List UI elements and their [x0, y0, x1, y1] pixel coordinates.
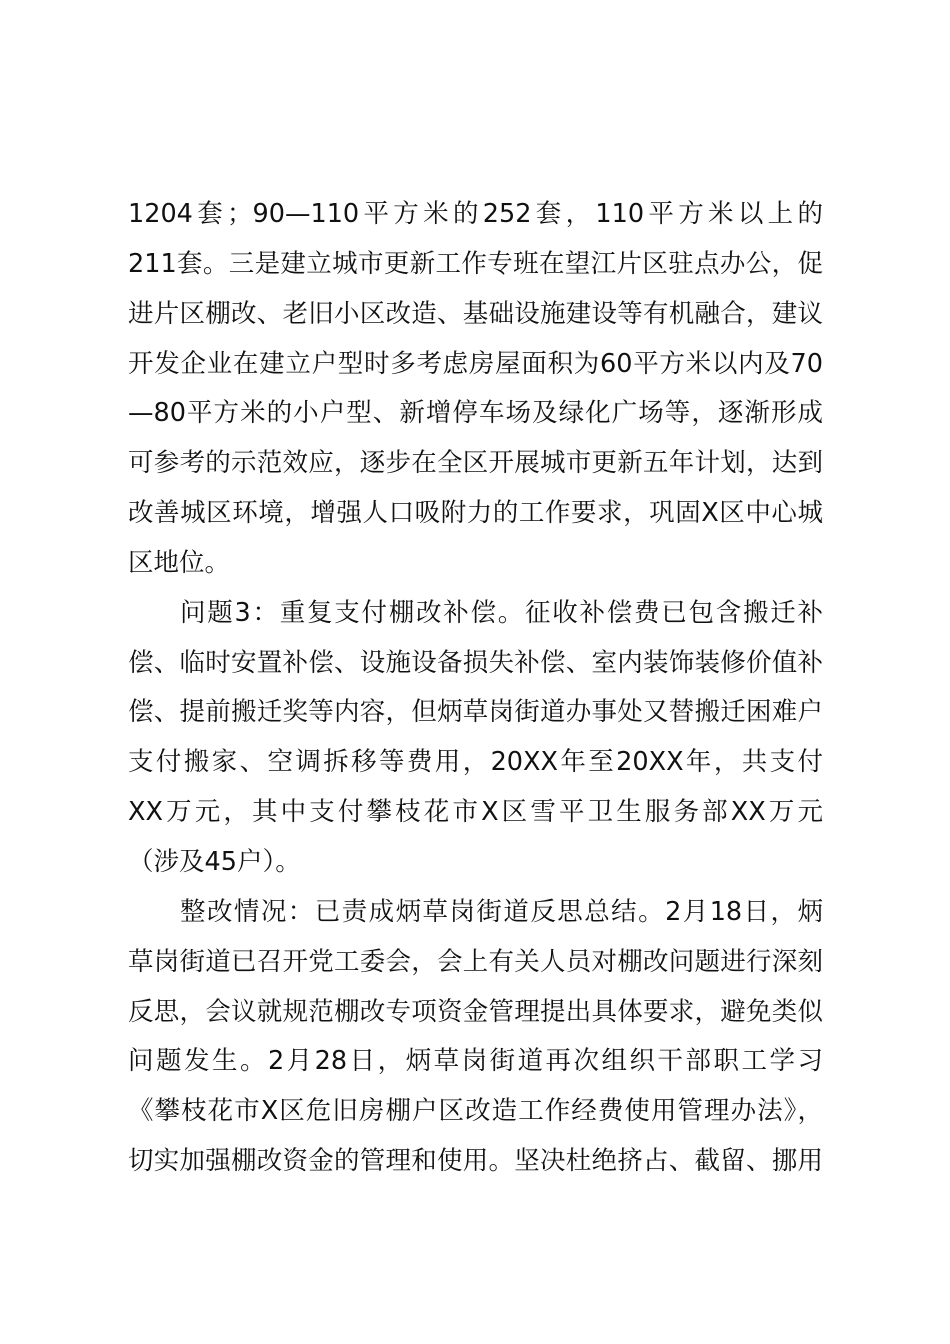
- document-page: [128, 190, 823, 1187]
- text-line: 1204套；90—110平方米的252套，110平方米以上的: [128, 199, 823, 229]
- text-line: 可参考的示范效应，逐步在全区开展城市更新五年计划，达到: [128, 448, 823, 479]
- text-line: 问题3：重复支付棚改补偿。征收补偿费已包含搬迁补: [180, 597, 823, 628]
- text-line: 反思，会议就规范棚改专项资金管理提出具体要求，避免类似: [128, 996, 823, 1027]
- paragraph: [128, 589, 823, 888]
- text-line: 区地位。: [128, 547, 231, 578]
- text-line: 改善城区环境，增强人口吸附力的工作要求，巩固X区中心城: [128, 498, 823, 529]
- text-line: 切实加强棚改资金的管理和使用。坚决杜绝挤占、截留、挪用: [128, 1146, 823, 1177]
- text-line: —80平方米的小户型、新增停车场及绿化广场等，逐渐形成: [128, 398, 823, 429]
- paragraph: [128, 888, 823, 1187]
- text-line: 草岗街道已召开党工委会，会上有关人员对棚改问题进行深刻: [128, 946, 823, 977]
- text-line: 偿、临时安置补偿、设施设备损失补偿、室内装饰装修价值补: [128, 647, 823, 678]
- paragraph: [128, 190, 823, 589]
- text-line: 问题发生。2月28日，炳草岗街道再次组织干部职工学习: [128, 1046, 823, 1077]
- text-line: XX万元，其中支付攀枝花市X区雪平卫生服务部XX万元: [128, 797, 823, 828]
- text-line: （涉及45户）。: [128, 846, 301, 877]
- text-line: 进片区棚改、老旧小区改造、基础设施建设等有机融合，建议: [128, 298, 823, 329]
- text-line: 偿、提前搬迁奖等内容，但炳草岗街道办事处又替搬迁困难户: [128, 697, 823, 728]
- text-line: 开发企业在建立户型时多考虑房屋面积为60平方米以内及70: [128, 348, 823, 379]
- text-line: 《攀枝花市X区危旧房棚户区改造工作经费使用管理办法》，: [128, 1096, 823, 1127]
- text-line: 211套。三是建立城市更新工作专班在望江片区驻点办公，促: [128, 248, 823, 279]
- text-line: 支付搬家、空调拆移等费用，20XX年至20XX年，共支付: [128, 747, 823, 778]
- text-line: 整改情况：已责成炳草岗街道反思总结。2月18日，炳: [180, 896, 823, 927]
